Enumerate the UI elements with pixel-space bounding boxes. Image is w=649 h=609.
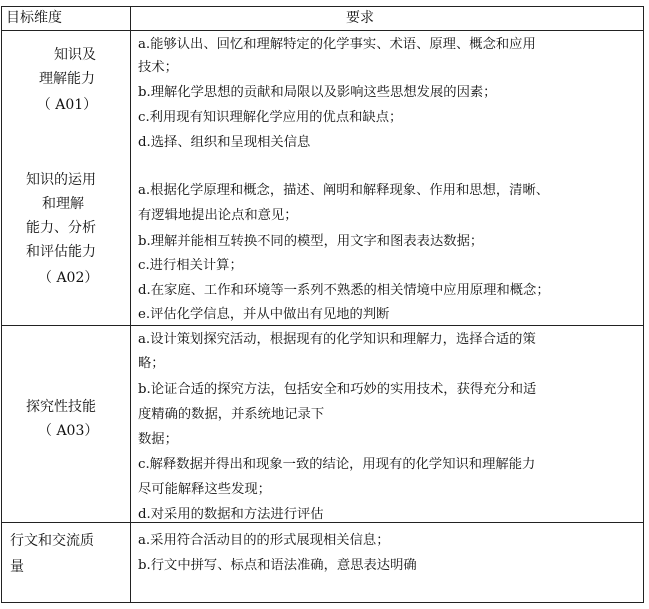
row2-label-line5: （ A02） — [38, 270, 99, 286]
row4-label-line2: 量 — [10, 559, 24, 575]
row3-item-c: c.解释数据并得出和现象一致的结论，用现有的化学知识和理解能力 — [138, 457, 536, 472]
header-dimension: 目标维度 — [6, 10, 62, 26]
row2-label-line3: 能力、分析 — [26, 220, 96, 236]
row1-label-line3: （ A01） — [36, 97, 98, 113]
row2-label-line2: 和理解 — [42, 196, 84, 212]
row1-item-a-cont: 技术； — [138, 60, 178, 75]
row1-item-a: a.能够认出、回忆和理解特定的化学事实、术语、原理、概念和应用 — [138, 37, 536, 52]
row3-label-line2: （ A03） — [38, 423, 99, 439]
table-border-bottom — [1, 602, 644, 603]
row3-item-c-cont: 尽可能解释这些发现； — [138, 482, 271, 497]
row3-item-b: b.论证合适的探究方法，包括安全和巧妙的实用技术，获得充分和适 — [138, 382, 537, 397]
row2-label-line1: 知识的运用 — [26, 172, 96, 188]
column-divider — [130, 6, 131, 603]
row4-label-line1: 行文和交流质 — [10, 533, 94, 549]
row2-item-b: b.理解并能相互转换不同的模型，用文字和图表表达数据； — [138, 234, 484, 249]
row1-label-line2: 理解能力 — [39, 71, 95, 87]
row3-item-b-cont2: 数据； — [138, 432, 178, 447]
row4-item-a: a.采用符合活动目的的形式展现相关信息； — [138, 533, 390, 548]
row3-item-d: d.对采用的数据和方法进行评估 — [138, 507, 324, 522]
row3-item-a: a.设计策划探究活动，根据现有的化学知识和理解力，选择合适的策 — [138, 332, 536, 347]
table-border-right — [643, 6, 644, 603]
row2-item-a-cont: 有逻辑地提出论点和意见； — [138, 208, 298, 223]
row1-item-d: d.选择、组织和呈现相关信息 — [138, 135, 311, 150]
row2-item-a: a.根据化学原理和概念，描述、阐明和解释现象、作用和思想，清晰、 — [138, 183, 550, 198]
row1-label-line1: 知识及 — [54, 47, 96, 63]
row2-item-d: d.在家庭、工作和环境等一系列不熟悉的相关情境中应用原理和概念； — [138, 283, 550, 298]
row2-item-e: e.评估化学信息，并从中做出有见地的判断 — [138, 307, 390, 322]
table-border-top — [1, 6, 644, 7]
row2-item-c: c.进行相关计算； — [138, 258, 243, 273]
header-divider — [1, 30, 644, 31]
row1-item-c: c.利用现有知识理解化学应用的优点和缺点； — [138, 110, 403, 125]
header-requirements: 要求 — [346, 10, 374, 26]
row3-item-b-cont: 度精确的数据，并系统地记录下 — [138, 407, 325, 422]
row3-item-a-cont: 略； — [138, 356, 165, 371]
table-border-left — [1, 6, 2, 603]
row3-label-line1: 探究性技能 — [26, 399, 96, 415]
row-divider-1 — [1, 325, 644, 326]
row1-item-b: b.理解化学思想的贡献和局限以及影响这些思想发展的因素； — [138, 85, 497, 100]
row2-label-line4: 和评估能力 — [26, 244, 96, 260]
row4-item-b: b.行文中拼写、标点和语法准确，意思表达明确 — [138, 558, 417, 573]
